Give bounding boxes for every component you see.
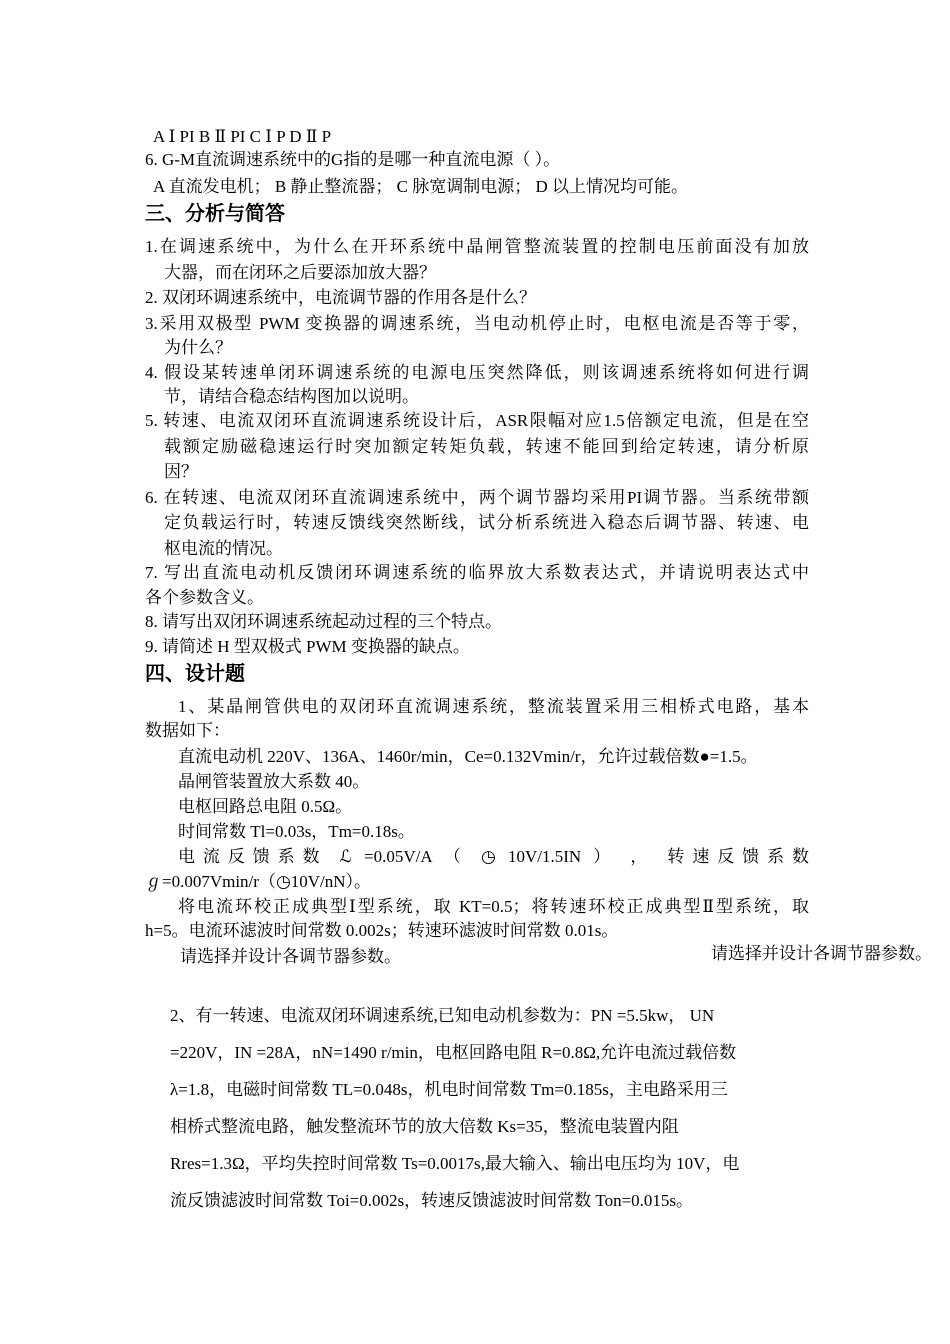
design-1-armature-resistance: 电枢回路总电阻 0.5Ω。 <box>178 797 353 816</box>
answer-3-line-2: 为什么？ <box>164 338 232 357</box>
design-1-feedback-line-1: 电流反馈系数 ℒ =0.05V/A （ ◷ 10V/1.5IN ） ， 转速反馈系数 <box>178 847 809 866</box>
answer-4-line-1: 4. 假设某转速单闭环调速系统的电源电压突然降低，则该调速系统将如何进行调 <box>145 363 809 382</box>
answer-5-line-1: 5. 转速、电流双闭环直流调速系统设计后，ASR限幅对应1.5倍额定电流，但是在空 <box>145 411 809 430</box>
answer-8: 8. 请写出双闭环调速系统起动过程的三个特点。 <box>145 612 502 631</box>
answer-5-line-3: 因？ <box>164 462 198 481</box>
answer-7-line-2: 各个参数含义。 <box>145 588 264 607</box>
design-1-line-2: 数据如下： <box>145 721 230 740</box>
section-heading-design: 四、设计题 <box>145 661 245 685</box>
question-6-options: A 直流发电机； B 静止整流器； C 脉宽调制电源； D 以上情况均可能。 <box>153 177 689 196</box>
answer-1-line-1: 1.在调速系统中，为什么在开环系统中晶闸管整流装置的控制电压前面没有加放 <box>145 237 809 256</box>
answer-4-line-2: 节，请结合稳态结构图加以说明。 <box>164 387 419 406</box>
answer-9: 9. 请简述 H 型双极式 PWM 变换器的缺点。 <box>145 637 470 656</box>
question-5-options: A Ⅰ PI B Ⅱ PI C Ⅰ P D Ⅱ P <box>153 127 332 146</box>
answer-6-line-2: 定负载运行时，转速反馈线突然断线，试分析系统进入稳态后调节器、转速、电 <box>164 513 809 532</box>
answer-3-line-1: 3.采用双极型 PWM 变换器的调速系统，当电动机停止时，电枢电流是否等于零， <box>145 314 809 333</box>
design-1-time-constants: 时间常数 Tl=0.03s，Tm=0.18s。 <box>178 822 415 841</box>
answer-6-line-1: 6. 在转速、电流双闭环直流调速系统中，两个调节器均采用PI调节器。当系统带额 <box>145 488 809 507</box>
design-1-feedback-line-2: ℊ=0.007Vmin/r（◷10V/nN）。 <box>145 872 372 891</box>
answer-1-line-2: 大器，而在闭环之后要添加放大器？ <box>164 263 436 282</box>
design-1-line-1: 1、某晶闸管供电的双闭环直流调速系统，整流装置采用三相桥式电路，基本 <box>178 697 809 716</box>
design-2-line-4: 相桥式整流电路，触发整流环节的放大倍数 Ks=35，整流电装置内阻 <box>170 1117 679 1136</box>
design-1-task: 请选择并设计各调节器参数。 <box>180 947 401 966</box>
design-2-line-6: 流反馈滤波时间常数 Toi=0.002s，转速反馈滤波时间常数 Ton=0.015s。 <box>170 1191 694 1210</box>
design-2-line-2: =220V，IN =28A，nN=1490 r/min，电枢回路电阻 R=0.8Ω,允许电流过载倍数 <box>170 1043 737 1062</box>
answer-5-line-2: 载额定励磁稳速运行时突加额定转矩负载，转速不能回到给定转速，请分析原 <box>164 437 809 456</box>
section-heading-analysis: 三、分析与简答 <box>145 201 285 225</box>
answer-2: 2. 双闭环调速系统中，电流调节器的作用各是什么？ <box>145 288 536 307</box>
question-6: 6. G-M直流调速系统中的G指的是哪一种直流电源（ ）。 <box>145 150 561 169</box>
design-2-line-5: Rres=1.3Ω，平均失控时间常数 Ts=0.0017s,最大输入、输出电压均为 10V，电 <box>170 1154 740 1173</box>
design-2-line-3: λ=1.8，电磁时间常数 TL=0.048s，机电时间常数 Tm=0.185s，主电路采用三 <box>170 1080 728 1099</box>
design-1-motor-data: 直流电动机 220V、136A、1460r/min，Ce=0.132Vmin/r，允许过载倍数●=1.5。 <box>178 747 758 766</box>
answer-7-line-1: 7. 写出直流电动机反馈闭环调速系统的临界放大系数表达式，并请说明表达式中 <box>145 563 809 582</box>
design-1-correction-line-1: 将电流环校正成典型Ⅰ型系统，取 KT=0.5；将转速环校正成典型Ⅱ型系统，取 <box>178 897 809 916</box>
answer-6-line-3: 枢电流的情况。 <box>164 539 283 558</box>
design-1-thyristor-gain: 晶闸管装置放大系数 40。 <box>178 772 370 791</box>
design-1-correction-line-2: h=5。电流环滤波时间常数 0.002s；转速环滤波时间常数 0.01s。 <box>145 921 619 940</box>
design-1-task-duplicate: 请选择并设计各调节器参数。 <box>711 944 932 963</box>
design-2-line-1: 2、有一转速、电流双闭环调速系统,已知电动机参数为：PN =5.5kw， UN <box>170 1006 715 1025</box>
